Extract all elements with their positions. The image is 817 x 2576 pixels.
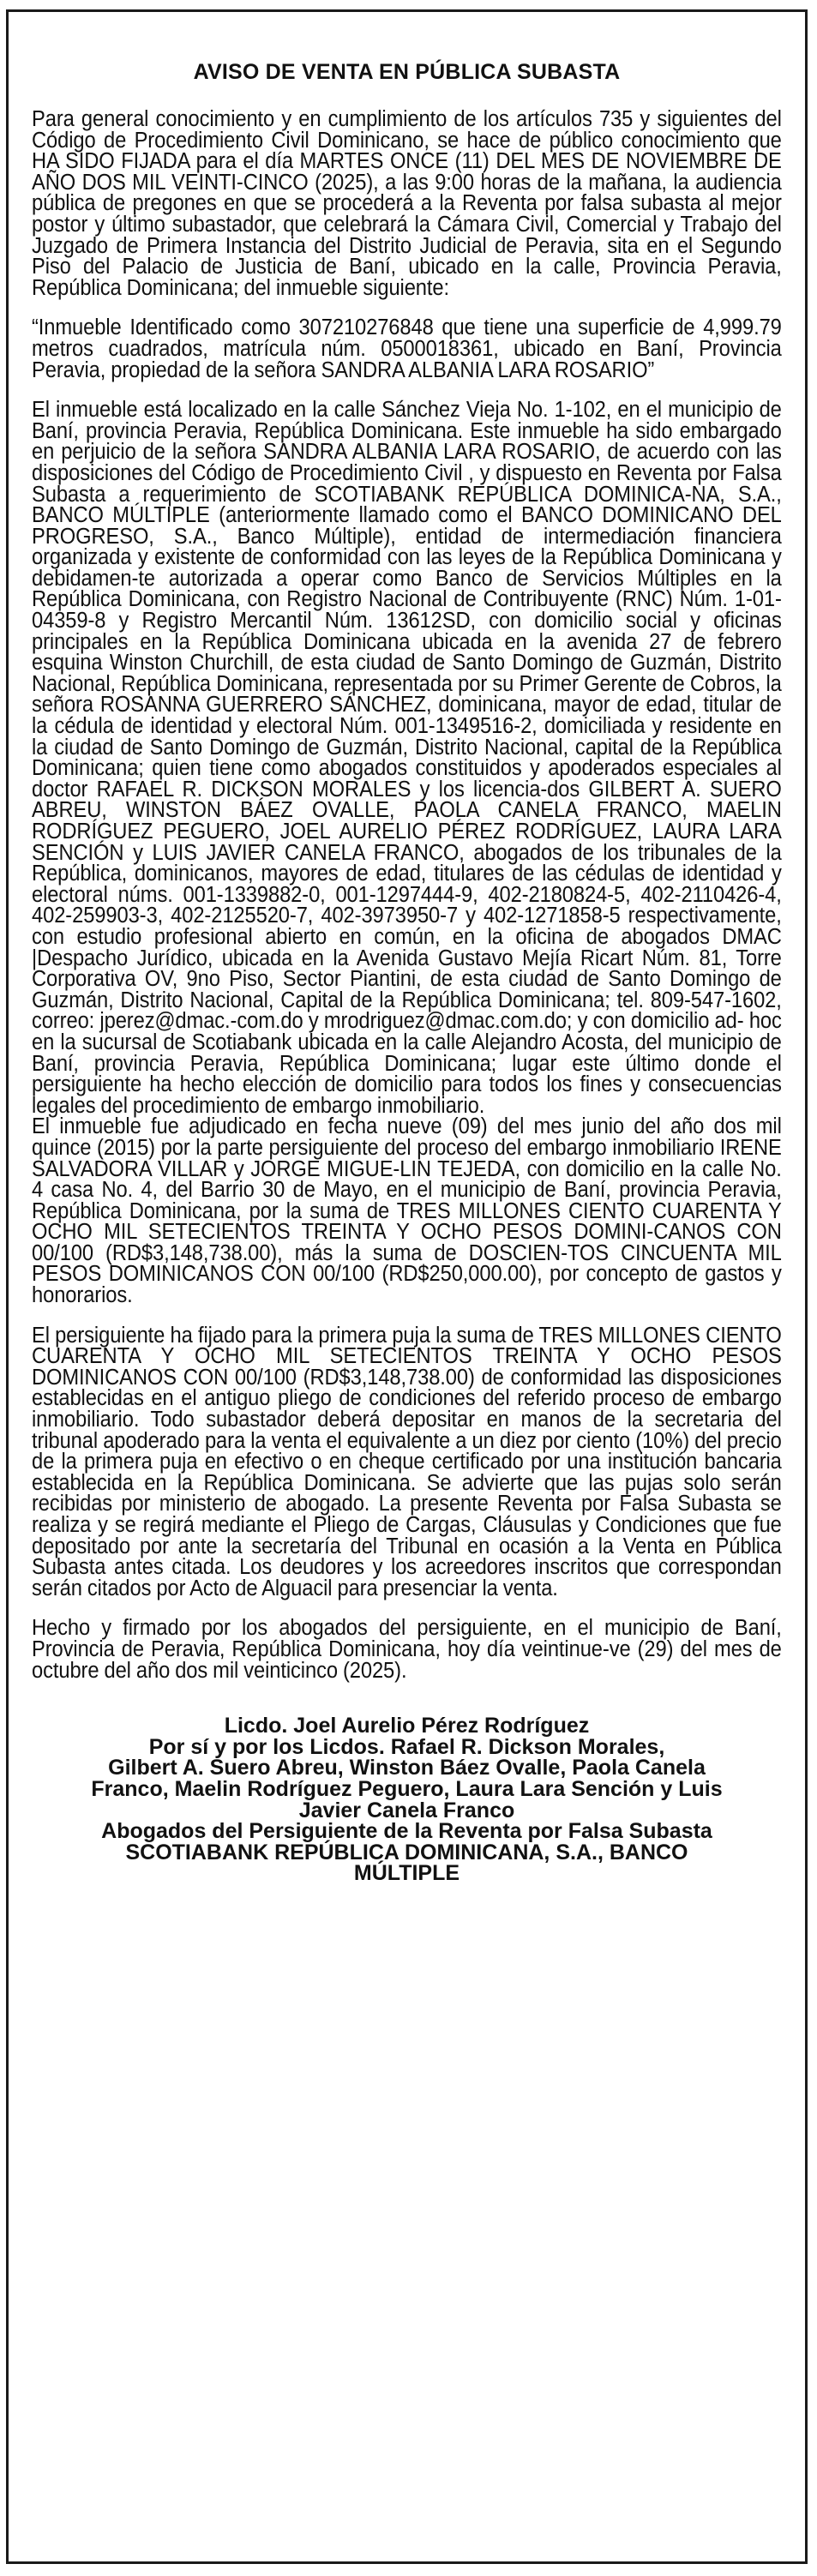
signature-line: Licdo. Joel Aurelio Pérez Rodríguez	[224, 1714, 590, 1738]
paragraph-intro: Para general conocimiento y en cumplimiento de los artículos 735 y siguientes del Código de Procedimiento Civil Dominicano, se hace de público conocimiento que HA SIDO FIJADA para el día MARTES ONCE (11) DEL MES DE NOVIEMBRE DE AÑO DOS MIL VEINTI-CINCO (2025), a las 9:00 horas de la mañana, la audiencia pública de pregones en que se procederá a la Reventa por falsa subasta al mejor postor y último subastador, que celebrará la Cámara Civil, Comercial y Trabajo del Juzgado de Primera Instancia del Distrito Judicial de Peravia, sita en el Segundo Piso del Palacio de Justicia de Baní, ubicado en la calle, Provincia Peravia, República Dominicana; del inmueble siguiente:	[32, 107, 782, 300]
signature-block	[32, 1715, 782, 1884]
signature-line: Por sí y por los Licdos. Rafael R. Dickson Morales,	[148, 1734, 665, 1759]
signature-line: Abogados del Persiguiente de la Reventa por Falsa Subasta	[101, 1819, 712, 1844]
signature-line: Javier Canela Franco	[298, 1798, 515, 1822]
signature-line: Gilbert A. Suero Abreu, Winston Báez Ovalle, Paola Canela	[108, 1756, 706, 1780]
signature-line: MÚLTIPLE	[353, 1861, 460, 1886]
notice-title: AVISO DE VENTA EN PÚBLICA SUBASTA	[193, 60, 621, 84]
legal-notice	[6, 9, 808, 2564]
signature-line: SCOTIABANK REPÚBLICA DOMINICANA, S.A., BANCO	[125, 1840, 688, 1864]
paragraph-signed: Hecho y firmado por los abogados del persiguiente, en el municipio de Baní, Provincia de Peravia, República Dominicana, hoy día veintinue-ve (29) del mes de octubre del año dos mil veinticinco (2025).	[32, 1616, 782, 1683]
paragraph-details: El inmueble está localizado en la calle Sánchez Vieja No. 1-102, en el municipio de Baní, provincia Peravia, República Dominicana. Este inmueble ha sido embargado en perjuicio de la señora SANDRA ALBANIA LARA ROSARIO, de acuerdo con las disposiciones del Código de Procedimiento Civil , y dispuesto en Reventa por Falsa Subasta a requerimiento de SCOTIABANK REPÚBLICA DOMINICA-NA, S.A., BANCO MÚLTIPLE (anteriormente llamado como el BANCO DOMINICANO DEL PROGRESO, S.A., Banco Múltiple), entidad de intermediación financiera organizada y existente de conformidad con las leyes de la República Dominicana y debidamen-te autorizada a operar como Banco de Servicios Múltiples en la República Dominicana, con Registro Nacional de Contribuyente (RNC) Núm. 1-01-04359-8 y Registro Mercantil Núm. 13612SD, con domicilio social y oficinas principales en la República Dominicana ubicada en la avenida 27 de febrero esquina Winston Churchill, de esta ciudad de Santo Domingo de Guzmán, Distrito Nacional, República Dominicana, representada por su Primer Gerente de Cobros, la señora ROSANNA GUERRERO SÁNCHEZ, dominicana, mayor de edad, titular de la cédula de identidad y electoral Núm. 001-1349516-2, domiciliada y residente en la ciudad de Santo Domingo de Guzmán, Distrito Nacional, capital de la República Dominicana; quien tiene como abogados constituidos y apoderados especiales al doctor RAFAEL R. DICKSON MORALES y los licencia-dos GILBERT A. SUERO ABREU, WINSTON BÁEZ OVALLE, PAOLA CANELA FRANCO, MAELIN RODRÍGUEZ PEGUERO, JOEL AURELIO PÉREZ RODRÍGUEZ, LAURA LARA SENCIÓN y LUIS JAVIER CANELA FRANCO, abogados de los tribunales de la República, dominicanos, mayores de edad, titulares de las cédulas de identidad y electoral núms. 001-1339882-0, 001-1297444-9, 402-2180824-5, 402-2110426-4, 402-259903-3, 402-2125520-7, 402-3973950-7 y 402-1271858-5 respectivamente, con estudio profesional abierto en común, en la oficina de abogados DMAC |Despacho Jurídico, ubicada en la Avenida Gustavo Mejía Ricart Núm. 81, Torre Corporativa OV, 9no Piso, Sector Piantini, de esta ciudad de Santo Domingo de Guzmán, Distrito Nacional, Capital de la República Dominicana; tel. 809-547-1602, correo: jperez@dmac.-com.do y mrodriguez@dmac.com.do; y con domicilio ad- hoc en la sucursal de Scotiabank ubicada en la calle Alejandro Acosta, del municipio de Baní, provincia Peravia, República Dominicana; lugar este último donde el persiguiente ha hecho elección de domicilio para todos los fines y consecuencias legales del procedimiento de embargo inmobiliario.	[32, 398, 782, 1118]
signature-line: Franco, Maelin Rodríguez Peguero, Laura Lara Sención y Luis	[91, 1776, 723, 1801]
paragraph-adjudication: El inmueble fue adjudicado en fecha nueve (09) del mes junio del año dos mil quince (2015) por la parte persiguiente del proceso del embargo inmobiliario IRENE SALVADORA VILLAR y JORGE MIGUE-LIN TEJEDA, con domicilio en la calle No. 4 casa No. 4, del Barrio 30 de Mayo, en el municipio de Baní, provincia Peravia, República Dominicana, por la suma de TRES MILLONES CIENTO CUARENTA Y OCHO MIL SETECIENTOS TREINTA Y OCHO PESOS DOMINI-CANOS CON 00/100 (RD$3,148,738.00), más la suma de DOSCIEN-TOS CINCUENTA MIL PESOS DOMINICANOS CON 00/100 (RD$250,000.00), por concepto de gastos y honorarios.	[32, 1114, 782, 1308]
paragraph-property: “Inmueble Identificado como 307210276848 que tiene una superficie de 4,999.79 metros cuadrados, matrícula núm. 0500018361, ubicado en Baní, Provincia Peravia, propiedad de la señora SANDRA ALBANIA LARA ROSARIO”	[32, 315, 782, 382]
paragraph-bid: El persiguiente ha fijado para la primera puja la suma de TRES MILLONES CIENTO CUARENTA Y OCHO MIL SETECIENTOS TREINTA Y OCHO PESOS DOMINICANOS CON 00/100 (RD$3,148,738.00) de conformidad las disposiciones establecidas en el antiguo pliego de condiciones del referido proceso de embargo inmobiliario. Todo subastador deberá depositar en manos de la secretaria del tribunal apoderado para la venta el equivalente a un diez por ciento (10%) del precio de la primera puja en efectivo o en cheque certificado por una institución bancaria establecida en la República Dominicana. Se advierte que las pujas solo serán recibidas por ministerio de abogado. La presente Reventa por Falsa Subasta se realiza y se regirá mediante el Pliego de Cargas, Cláusulas y Condiciones que fue depositado por ante la secretaría del Tribunal en ocasión a la Venta en Pública Subasta antes citada. Los deudores y los acreedores inscritos que correspondan serán citados por Acto de Alguacil para presenciar la venta.	[32, 1323, 782, 1600]
